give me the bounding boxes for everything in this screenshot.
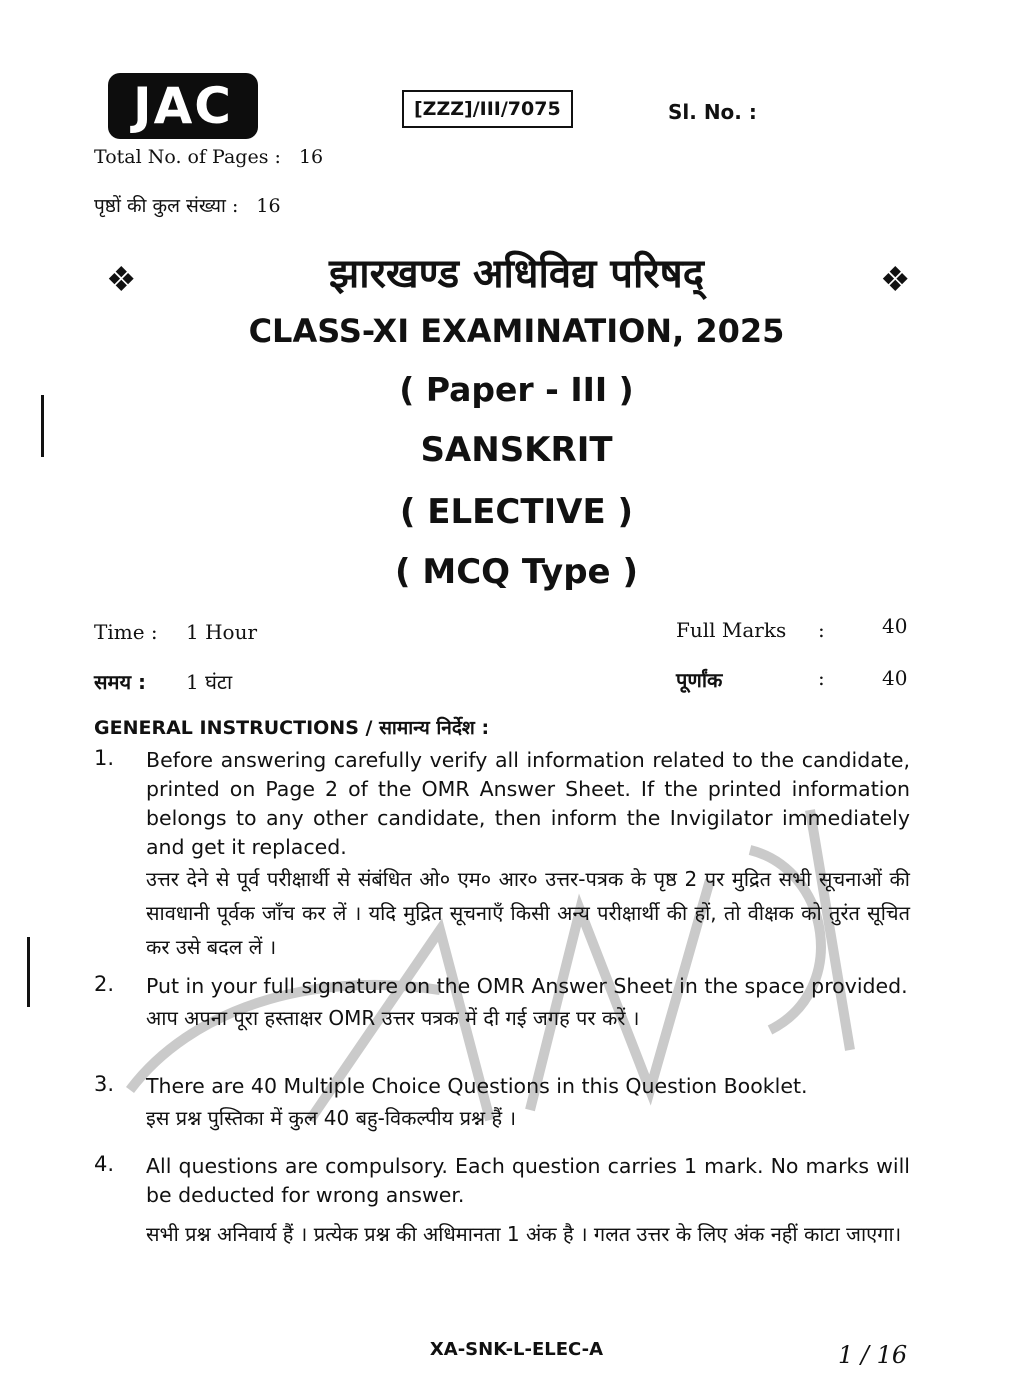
booklet-code: XA-SNK-L-ELEC-A	[429, 1339, 604, 1360]
total-pages-value-hindi: 16	[256, 195, 281, 217]
time-value-hindi: 1 घंटा	[186, 670, 233, 694]
total-pages-label: Total No. of Pages :	[94, 146, 281, 168]
instruction-item	[94, 972, 910, 1035]
instruction-text-hi: इस प्रश्न पुस्तिका में कुल 40 बहु-विकल्पीय प्रश्न हैं ।	[146, 1106, 517, 1130]
page-number: 1 / 16	[838, 1341, 908, 1369]
total-pages-value: 16	[298, 146, 324, 168]
instruction-text-hi: सभी प्रश्न अनिवार्य हैं । प्रत्येक प्रश्न की अधिमानता 1 अंक है । गलत उत्तर के लिए अंक नहीं काटा जाएगा।	[146, 1222, 902, 1246]
board-name: झारखण्ड अधिविद्य परिषद्	[328, 251, 705, 297]
subject-name: SANSKRIT	[420, 430, 613, 470]
time-value: 1 Hour	[186, 620, 258, 644]
time-label: Time :	[94, 620, 158, 644]
instruction-number: 3.	[94, 1072, 115, 1096]
paper-code: [ZZZ]/III/7075	[402, 90, 573, 128]
elective-label: ( ELECTIVE )	[399, 492, 634, 532]
full-marks-colon: :	[818, 618, 825, 642]
full-marks-value: 40	[882, 614, 908, 638]
paper-number: ( Paper - III )	[399, 370, 634, 409]
instruction-item	[94, 746, 910, 964]
instruction-text-en: There are 40 Multiple Choice Questions in this Question Booklet.	[146, 1074, 808, 1098]
instruction-text-hi: उत्तर देने से पूर्व परीक्षार्थी से संबंधित ओ० एम० आर० उत्तर-पत्रक के पृष्ठ 2 पर मुद्रित सभी सूचनाओं की सावधानी पूर्वक जाँच कर लें । यदि मुद्रित सूचनाएँ किसी अन्य परीक्षार्थी की हों, तो वीक्षक को तुरंत सूचित कर उसे बदल लें ।	[146, 867, 910, 959]
jac-logo: JAC	[108, 73, 258, 139]
full-marks-label: Full Marks	[676, 618, 787, 642]
instruction-text-en: Put in your full signature on the OMR Answer Sheet in the space provided.	[146, 974, 908, 998]
instruction-number: 2.	[94, 972, 115, 996]
question-type: ( MCQ Type )	[395, 552, 638, 592]
diamond-ornament-icon: ❖	[880, 260, 911, 300]
total-pages-line	[94, 146, 323, 168]
instruction-item	[94, 1152, 910, 1254]
diamond-ornament-icon: ❖	[106, 260, 137, 300]
exam-title: CLASS-XI EXAMINATION, 2025	[248, 312, 785, 350]
instructions-heading: GENERAL INSTRUCTIONS / सामान्य निर्देश :	[94, 717, 490, 739]
instruction-text-en: All questions are compulsory. Each question carries 1 mark. No marks will be deducted for wrong answer.	[146, 1154, 910, 1207]
instruction-number: 1.	[94, 746, 115, 770]
full-marks-colon-hindi: :	[818, 666, 825, 690]
full-marks-value-hindi: 40	[882, 666, 908, 690]
instruction-text-hi: आप अपना पूरा हस्ताक्षर OMR उत्तर पत्रक में दी गई जगह पर करें ।	[146, 1006, 640, 1030]
time-label-hindi: समय :	[94, 670, 147, 694]
total-pages-label-hindi: पृष्ठों की कुल संख्या :	[94, 195, 239, 217]
instruction-number: 4.	[94, 1152, 115, 1176]
full-marks-label-hindi: पूर्णांक	[676, 668, 723, 692]
serial-number-label: Sl. No. :	[668, 100, 757, 124]
scan-edge-mark	[27, 937, 30, 1007]
instruction-text-en: Before answering carefully verify all information related to the candidate, printed on Page 2 of the OMR Answer Sheet. If the printed information belongs to any other candidate, then inform the Invigilator immediately and get it replaced.	[146, 748, 910, 859]
total-pages-line-hindi	[94, 192, 281, 218]
instruction-item	[94, 1072, 910, 1135]
